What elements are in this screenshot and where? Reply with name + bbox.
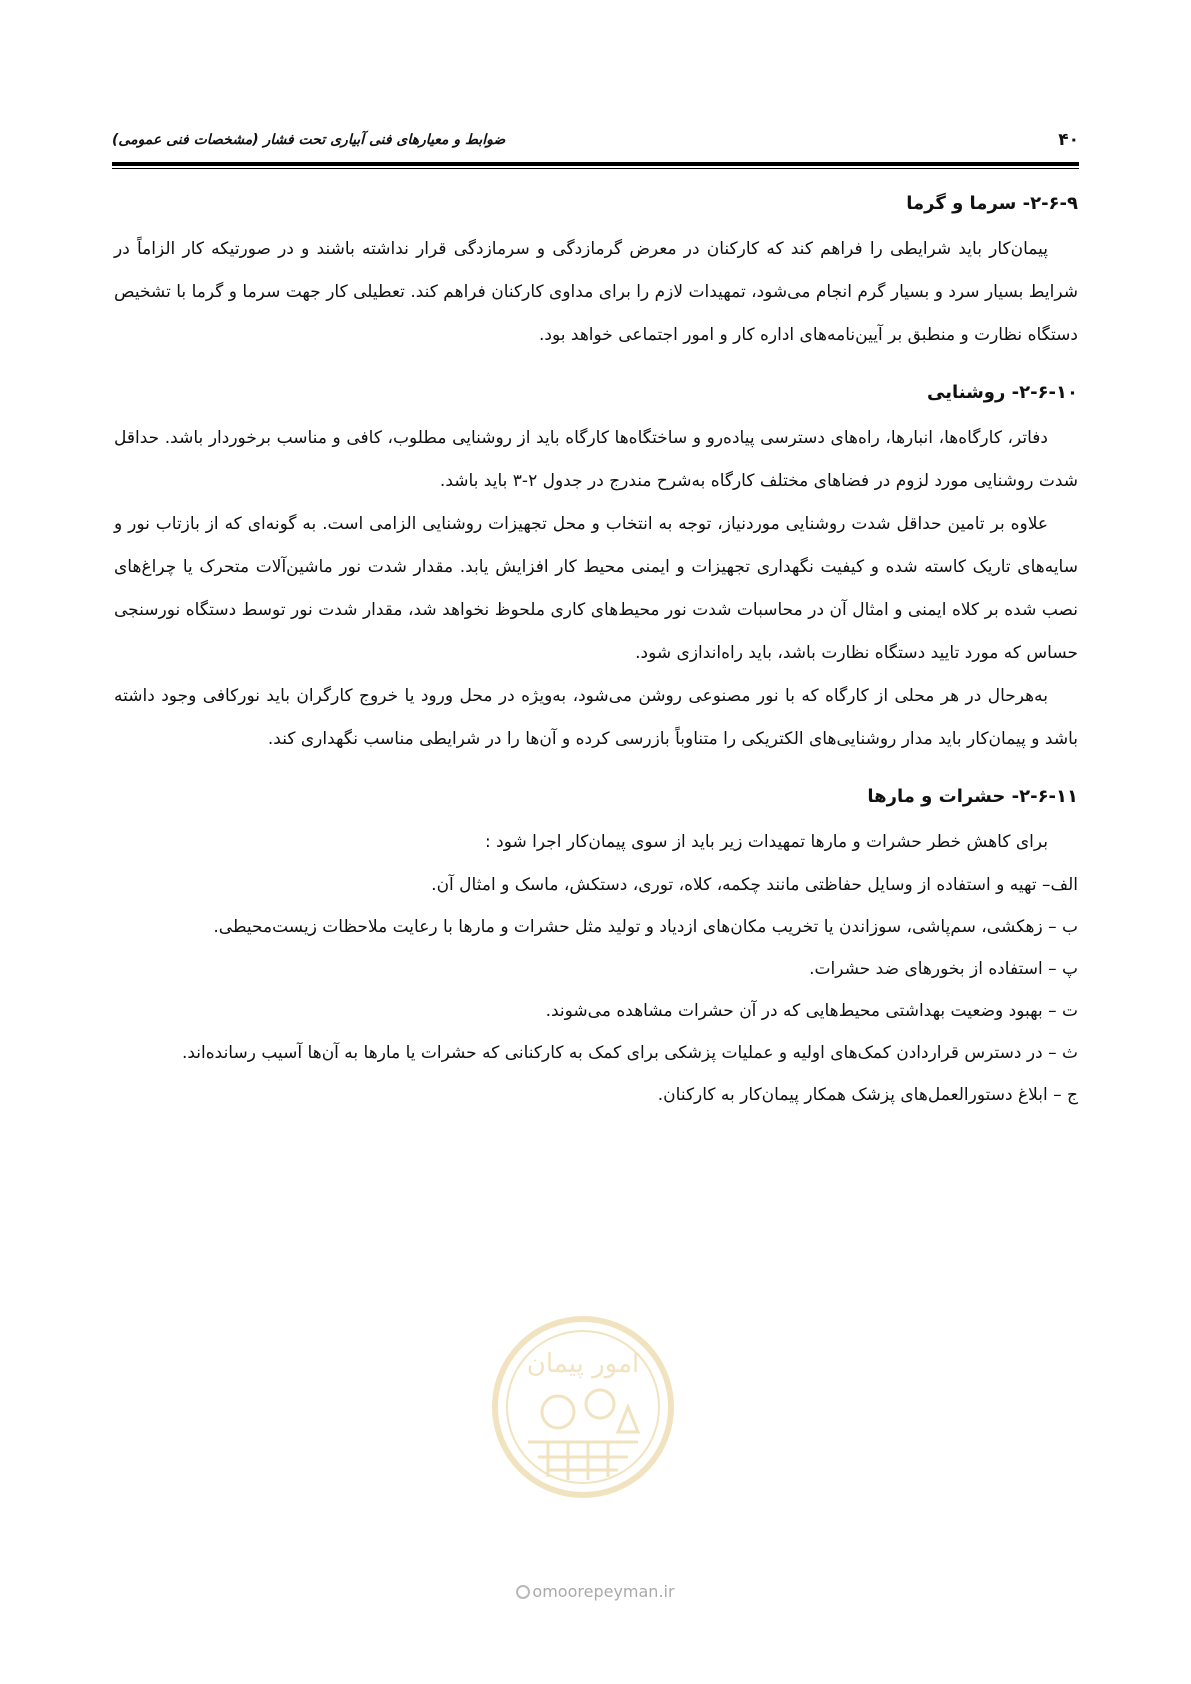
header-rule-thick: [112, 162, 1079, 166]
list-item: ج – ابلاغ دستورالعمل‌های پزشک همکار پیمان‌کار به کارکنان.: [657, 1085, 1078, 1105]
list-item: الف– تهیه و استفاده از وسایل حفاظتی مانند چکمه، کلاه، توری، دستکش، ماسک و امثال آن.: [431, 875, 1078, 895]
at-icon: [516, 1585, 530, 1599]
measures-list: [114, 864, 1078, 1116]
paragraph: دفاتر، کارگاه‌ها، انبارها، راه‌های دسترسی پیاده‌رو و ساختگاه‌ها کارگاه باید از روشنایی مطلوب، کافی و مناسب برخوردار باشد. حداقل شدت روشنایی مورد لزوم در فضاهای مختلف کارگاه به‌شرح مندرج در جدول ۲-۳ باید باشد.: [114, 428, 1078, 491]
page-number: ۴۰: [1058, 130, 1079, 150]
site-url: omoorepeyman.ir: [532, 1582, 675, 1601]
section-heading-lighting: ۲-۶-۱۰- روشنایی: [927, 382, 1078, 403]
paragraph: علاوه بر تامین حداقل شدت روشنایی موردنیاز، توجه به انتخاب و محل تجهیزات روشنایی الزامی است. به گونه‌ای که از بازتاب نور و سایه‌های تاریک کاسته شده و کیفیت نگهداری تجهیزات و ایمنی محیط کار افزایش یابد. مقدار شدت نور ماشین‌آلات متحرک یا چراغ‌های نصب شده بر کلاه ایمنی و امثال آن در محاسبات شدت نور محیط‌های کاری ملحوظ نخواهد شد، مقدار شدت نور توسط دستگاه نورسنجی حساس که مورد تایید دستگاه نظارت باشد، باید راه‌اندازی شود.: [114, 514, 1078, 663]
section-heading-insects-snakes: ۲-۶-۱۱- حشرات و مارها: [867, 786, 1078, 807]
watermark-site: [0, 1582, 1191, 1601]
paragraph: به‌هرحال در هر محلی از کارگاه که با نور مصنوعی روشن می‌شود، به‌ویژه در محل ورود یا خروج کارگران باید نورکافی وجود داشته باشد و پیمان‌کار باید مدار روشنایی‌های الکتریکی را متناوباً بازرسی کرده و آن‌ها را در شرایطی مناسب نگهداری کند.: [114, 686, 1078, 749]
page-header: [112, 128, 1079, 158]
page-body: [114, 186, 1078, 1116]
list-item: ب – زهکشی، سم‌پاشی، سوزاندن یا تخریب مکان‌های ازدیاد و تولید مثل حشرات و مارها با رعایت ملاحظات زیست‌محیطی.: [213, 917, 1078, 937]
section-heading-cold-heat: ۲-۶-۹- سرما و گرما: [906, 193, 1078, 214]
watermark-seal-logo: [488, 1312, 678, 1502]
list-item: پ – استفاده از بخورهای ضد حشرات.: [809, 959, 1078, 979]
header-rule-thin: [112, 168, 1079, 169]
svg-text:امور پیمان: امور پیمان: [526, 1349, 640, 1379]
list-item: ث – در دسترس قراردادن کمک‌های اولیه و عملیات پزشکی برای کمک به کارکنانی که حشرات یا مارها به آن‌ها آسیب رسانده‌اند.: [181, 1043, 1078, 1063]
paragraph: برای کاهش خطر حشرات و مارها تمهیدات زیر باید از سوی پیمان‌کار اجرا شود :: [485, 832, 1048, 852]
paragraph: پیمان‌کار باید شرایطی را فراهم کند که کارکنان در معرض گرمازدگی و سرمازدگی قرار نداشته باشند و در صورتیکه کار الزاماً در شرایط بسیار سرد و بسیار گرم انجام می‌شود، تمهیدات لازم را برای مداوی کارکنان فراهم کند. تعطیلی کار جهت سرما و گرما با تشخیص دستگاه نظارت و منطبق بر آیین‌نامه‌های اداره کار و امور اجتماعی خواهد بود.: [114, 239, 1078, 345]
list-item: ت – بهبود وضعیت بهداشتی محیط‌هایی که در آن حشرات مشاهده می‌شوند.: [545, 1001, 1078, 1021]
running-title: ضوابط و معیارهای فنی آبیاری تحت فشار (مشخصات فنی عمومی): [112, 132, 506, 148]
